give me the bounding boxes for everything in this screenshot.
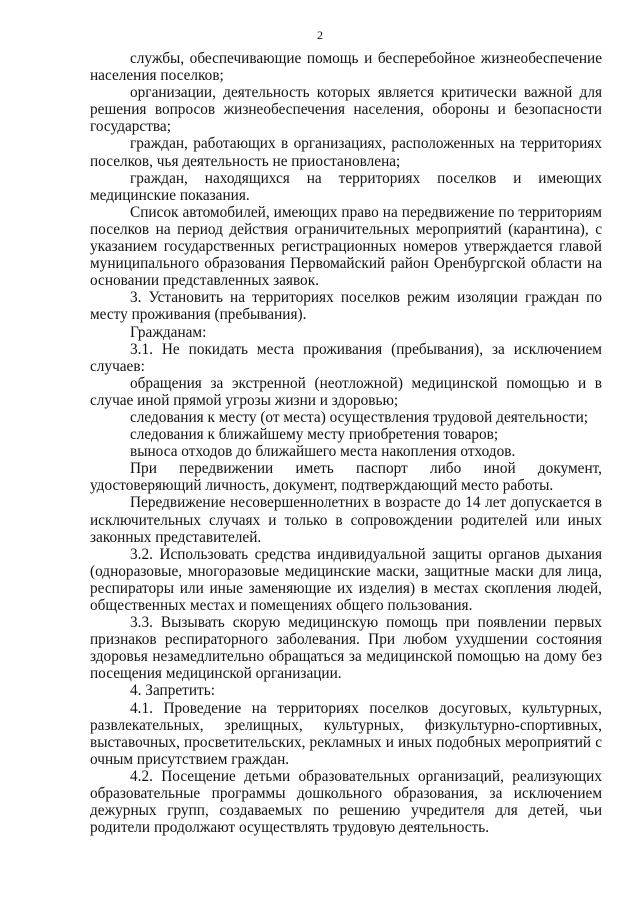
paragraph: граждан, находящихся на территориях поселков и имеющих медицинские показания.: [90, 169, 602, 204]
paragraph: граждан, работающих в организациях, расположенных на территориях поселков, чья деятельность не приостановлена;: [90, 135, 602, 170]
paragraph: 3.3. Вызывать скорую медицинскую помощь при появлении первых признаков респираторного заболевания. При любом ухудшении состояния здоровья незамедлительно обращаться за медицинской помощью на дому без посещения медицинской организации.: [90, 614, 602, 683]
paragraph: службы, обеспечивающие помощь и бесперебойное жизнеобеспечение населения поселков;: [90, 50, 602, 85]
paragraph: Список автомобилей, имеющих право на передвижение по территориям поселков на период действия ограничительных мероприятий (карантина), с указанием государственных регистрационных номеров утверждается главой муниципального образования Первомайский район Оренбургской области на основании представленных заявок.: [90, 203, 602, 290]
paragraph: организации, деятельность которых является критически важной для решения вопросов жизнеобеспечения населения, обороны и безопасности государства;: [90, 84, 602, 136]
paragraph: При передвижении иметь паспорт либо иной документ, удостоверяющий личность, документ, подтверждающий место работы.: [90, 460, 602, 495]
paragraph: 3.1. Не покидать места проживания (пребывания), за исключением случаев:: [90, 340, 602, 375]
paragraph: 4.1. Проведение на территориях поселков досуговых, культурных, развлекательных, зрелищных, культурных, физкультурно-спортивных, выставочных, просветительских, рекламных и иных подобных мероприятий с очным присутствием граждан.: [90, 699, 602, 768]
document-body: [90, 50, 602, 836]
page-number: 2: [317, 28, 323, 42]
paragraph: Передвижение несовершеннолетних в возрасте до 14 лет допускается в исключительных случаях и только в сопровождении родителей или иных законных представителей.: [90, 494, 602, 546]
paragraph: выноса отходов до ближайшего места накопления отходов.: [130, 443, 516, 461]
paragraph: обращения за экстренной (неотложной) медицинской помощью и в случае иной прямой угрозы жизни и здоровью;: [90, 374, 602, 409]
paragraph: 4. Запретить:: [130, 682, 215, 700]
paragraph: следования к месту (от места) осуществления трудовой деятельности;: [130, 408, 589, 426]
paragraph: 3.2. Использовать средства индивидуальной защиты органов дыхания (одноразовые, многоразовые медицинские маски, защитные маски для лица, респираторы или иные заменяющие их изделия) в местах скопления людей, общественных местах и помещениях общего пользования.: [90, 545, 602, 614]
paragraph: 3. Установить на территориях поселков режим изоляции граждан по месту проживания (пребывания).: [90, 289, 602, 324]
paragraph: Гражданам:: [130, 323, 207, 341]
paragraph: следования к ближайшему месту приобретения товаров;: [130, 426, 499, 444]
paragraph: 4.2. Посещение детьми образовательных организаций, реализующих образовательные программы дошкольного образования, за исключением дежурных групп, создаваемых по решению учредителя для детей, чьи родители продолжают осуществлять трудовую деятельность.: [90, 767, 602, 837]
